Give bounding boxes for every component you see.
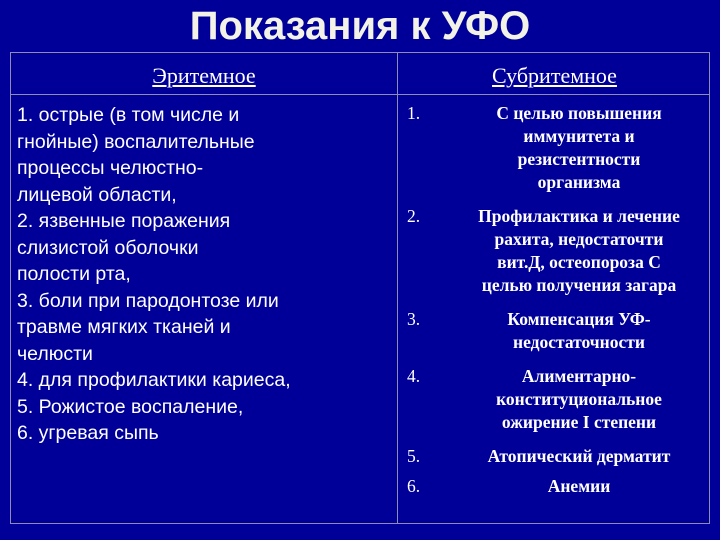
erythemal-line: слизистой оболочки xyxy=(17,236,199,259)
suberythemal-header: Субритемное xyxy=(492,63,617,88)
item-line: конституциональное xyxy=(496,389,662,409)
item-number: 4. xyxy=(407,366,421,386)
item-line: иммунитета и xyxy=(523,126,635,146)
item-line: резистентности xyxy=(517,149,641,169)
suberythemal-list xyxy=(407,102,707,505)
item-text xyxy=(451,365,707,434)
item-line: Анемии xyxy=(547,476,611,496)
item-text xyxy=(451,102,707,194)
item-text xyxy=(451,308,707,354)
item-line: вит.Д, остеопороза С xyxy=(497,252,661,272)
erythemal-line: 6. угревая сыпь xyxy=(17,422,159,444)
item-line: целью получения загара xyxy=(481,275,677,295)
item-number: 1. xyxy=(407,103,421,123)
item-line: Профилактика и лечение xyxy=(478,206,680,226)
item-text xyxy=(451,445,707,468)
erythemal-line: 5. Рожистое воспаление, xyxy=(17,395,244,418)
erythemal-line: процессы челюстно- xyxy=(17,157,204,179)
slide-title: Показания к УФО xyxy=(189,4,531,48)
column-divider xyxy=(397,53,398,523)
item-text xyxy=(451,205,707,297)
erythemal-line: 2. язвенные поражения xyxy=(17,210,231,232)
item-number: 5. xyxy=(407,446,421,466)
erythemal-header: Эритемное xyxy=(152,63,256,88)
suberythemal-item xyxy=(407,308,707,354)
item-line: ожирение I степени xyxy=(501,412,657,432)
erythemal-line: полости рта, xyxy=(17,263,131,285)
item-number: 3. xyxy=(407,309,421,329)
item-line: рахита, недостаточти xyxy=(494,229,664,249)
erythemal-line: 3. боли при пародонтозе или xyxy=(17,289,279,312)
item-number: 6. xyxy=(407,476,421,496)
suberythemal-item xyxy=(407,205,707,297)
erythemal-line: 4. для профилактики кариеса, xyxy=(17,369,291,391)
item-line: Алиментарно- xyxy=(521,366,637,386)
item-line: недостаточности xyxy=(513,332,645,352)
suberythemal-item xyxy=(407,365,707,434)
erythemal-line: лицевой области, xyxy=(17,183,177,206)
suberythemal-item xyxy=(407,445,707,468)
suberythemal-item xyxy=(407,475,707,498)
erythemal-line: травме мягких тканей и xyxy=(17,316,231,338)
item-text xyxy=(451,475,707,498)
item-number: 2. xyxy=(407,206,421,226)
item-line: организма xyxy=(537,172,621,192)
suberythemal-item xyxy=(407,102,707,194)
header-divider xyxy=(11,94,709,95)
indications-table xyxy=(10,52,710,524)
erythemal-list xyxy=(17,102,389,447)
item-line: С целью повышения xyxy=(496,103,662,123)
erythemal-line: гнойные) воспалительные xyxy=(17,130,255,153)
item-line: Атопический дерматит xyxy=(487,446,671,466)
erythemal-line: 1. острые (в том числе и xyxy=(17,104,240,126)
erythemal-line: челюсти xyxy=(17,342,93,365)
item-line: Компенсация УФ- xyxy=(507,309,651,329)
